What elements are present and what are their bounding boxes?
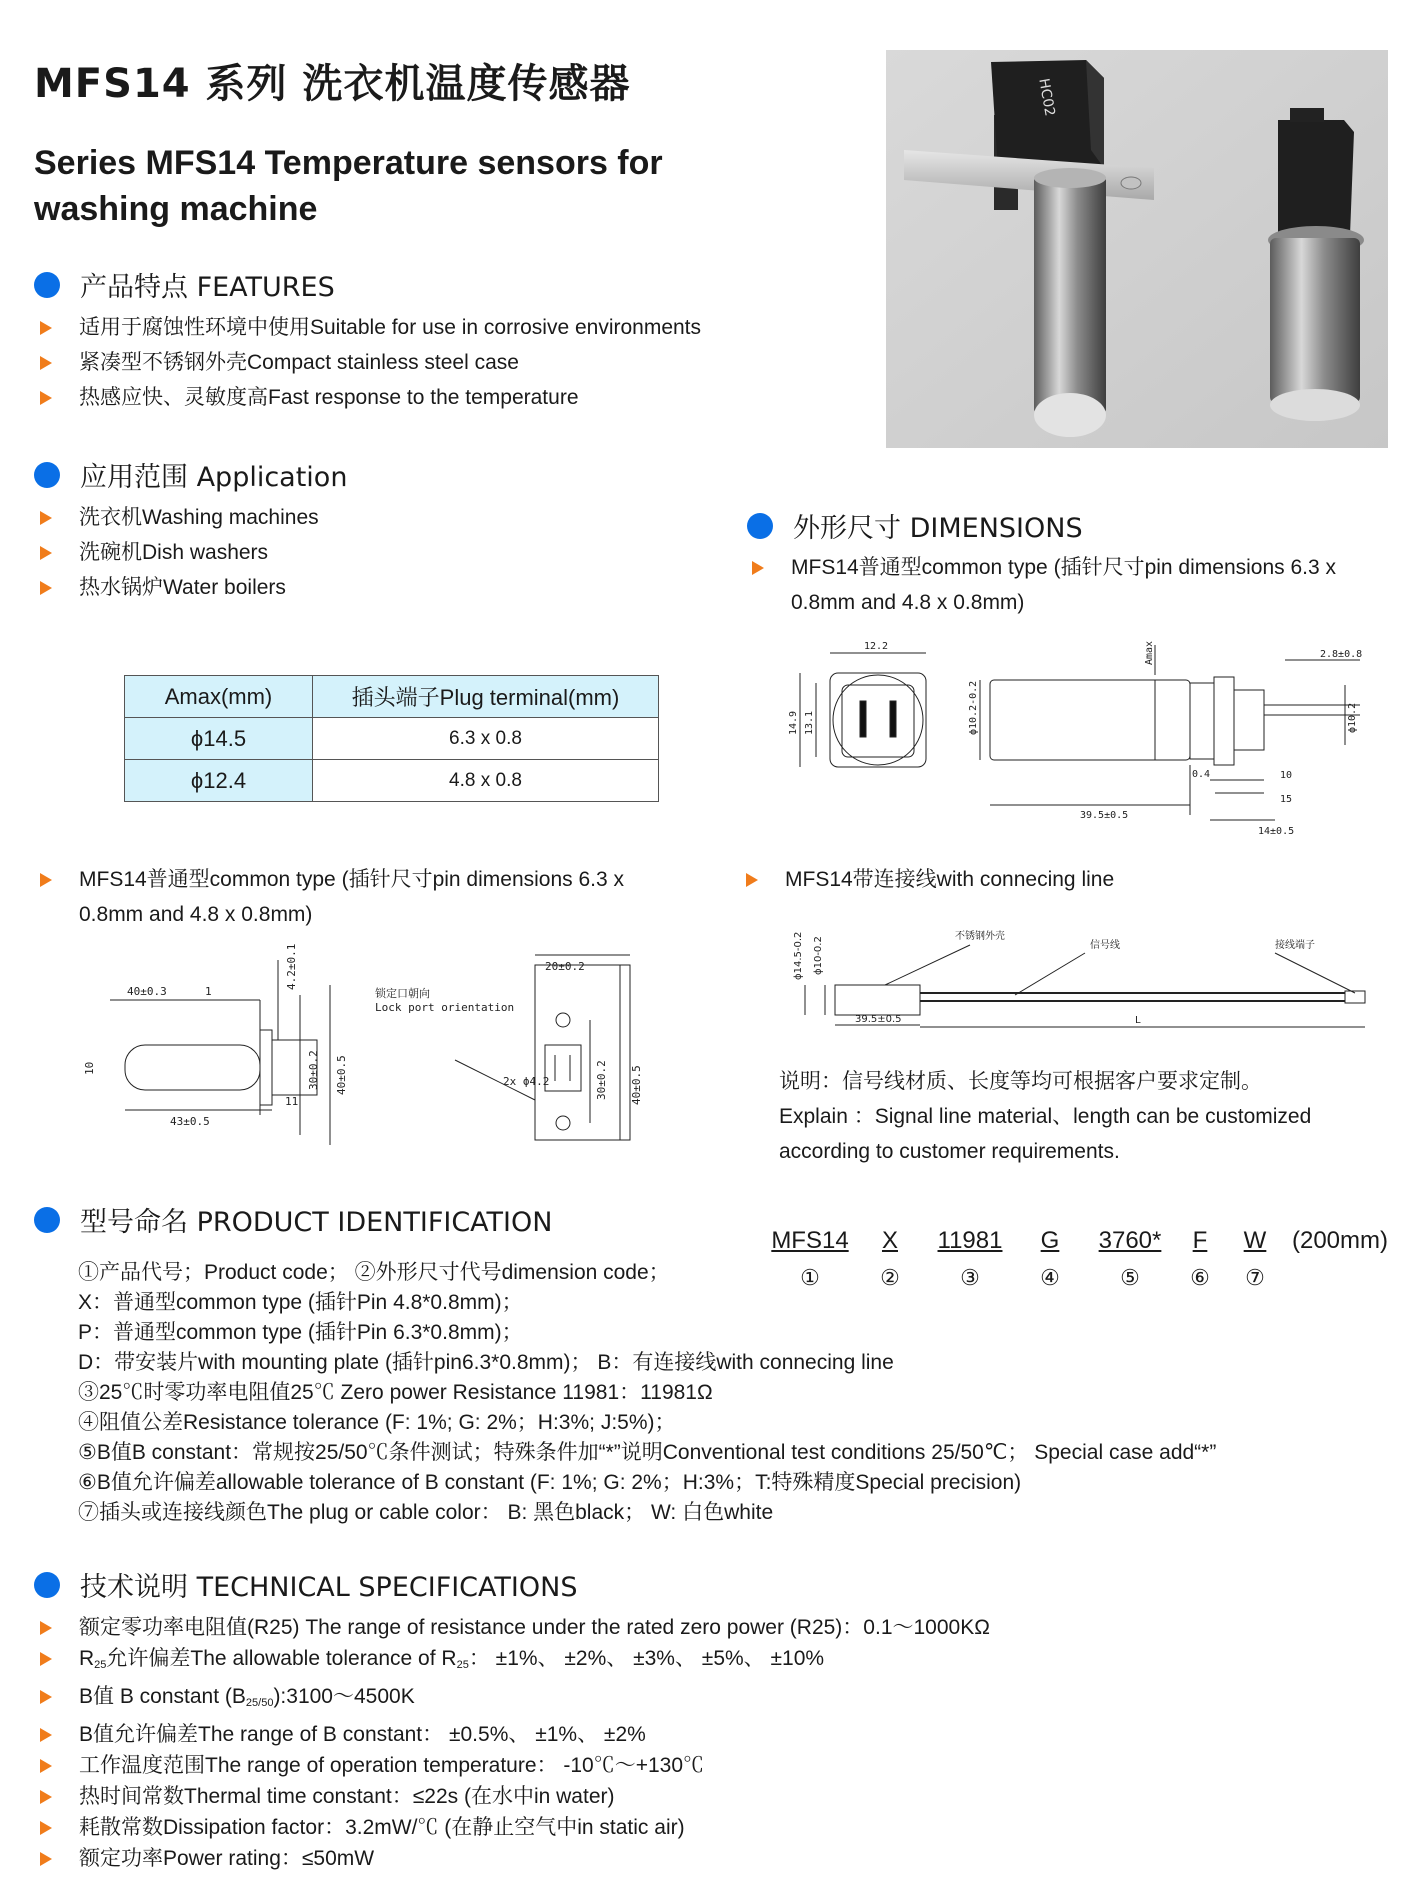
dim-label: 30±0.2 [307,1050,320,1090]
table-cell: ϕ14.5 [125,718,313,760]
list-item: ⑦插头或连接线颜色The plug or cable color： B: 黑色black； W: 白色white [78,1501,774,1524]
list-item: 紧凑型不锈钢外壳Compact stainless steel case [40,345,701,380]
dim-label: 40±0.3 [127,985,167,998]
table-header-row [125,676,659,718]
code-part: W [1243,1227,1267,1254]
triangle-bullet-icon [40,1621,52,1635]
triangle-bullet-icon [40,1728,52,1742]
svg-text:HC02: HC02 [1035,77,1058,118]
dim-label: 15 [1280,794,1293,805]
cable-drawing [785,915,1385,1039]
dim-label: Lock port orientation [375,1001,515,1014]
dim-label: ϕ10.2-0.2 [968,680,979,735]
list-item: 热感应快、灵敏度高Fast response to the temperature [40,380,701,415]
list-item: B值 B constant $(B_{25/50}):3100\sim 4500K$ [40,1681,990,1719]
dim-label: 1 [205,985,212,998]
dim-label: 43±0.5 [170,1115,210,1128]
section-bullet-icon [34,1572,60,1598]
table-header-cell: 插头端子Plug terminal(mm) [313,676,659,718]
cable-label: 39.5±0.5 [855,1014,902,1025]
technical-heading [34,1565,577,1604]
cable-heading: MFS14带连接线with connecing line [746,862,1114,897]
cable-label: L [1135,1015,1141,1026]
code-part: F [1192,1227,1208,1254]
list-item: 热水锅炉Water boilers [40,570,319,605]
table-cell: ϕ12.4 [125,760,313,802]
table-row [125,718,659,760]
dim-label: 锁定口朝向 [375,987,430,1000]
dim-label: 40±0.5 [335,1055,348,1095]
triangle-bullet-icon [40,1759,52,1773]
mounting-note: MFS14普通型common type (插针尺寸pin dimensions 6.3 x 0.8mm and 4.8 x 0.8mm) [40,862,624,932]
triangle-bullet-icon [40,1652,52,1666]
table-cell: 6.3 x 0.8 [313,718,659,760]
technical-heading-label: 技术说明 TECHNICAL SPECIFICATIONS [80,1572,578,1603]
code-number: ③ [960,1265,980,1290]
triangle-bullet-icon [40,356,52,370]
list-item: 额定功率Power rating：≤50mW [40,1843,990,1874]
application-heading-label: 应用范围 Application [80,462,348,493]
cable-label: 信号线 [1090,940,1120,951]
technical-list [40,1612,990,1874]
page-title: MFS14 系列 洗衣机温度传感器 [34,61,631,107]
triangle-bullet-icon [40,1790,52,1804]
code-suffix: (200mm) [1291,1227,1388,1254]
identification-list [78,1258,1216,1528]
code-number: ② [880,1265,900,1290]
dim-label: 12.2 [864,641,889,652]
triangle-bullet-icon [40,581,52,595]
dim-label: 20±0.2 [545,960,585,973]
triangle-bullet-icon [752,561,764,575]
list-item: P：普通型common type (插针Pin 6.3*0.8mm)； [78,1321,523,1344]
terminal-table [124,675,659,802]
dim-label: 10 [1280,770,1293,781]
page-subtitle [34,140,663,232]
mounting-drawing [85,945,675,1149]
features-heading-label: 产品特点 FEATURES [80,272,335,303]
dim-label: Amax [1144,640,1155,665]
subtitle-line-1: Series MFS14 Temperature sensors for [34,144,663,182]
cable-label: 不锈钢外壳 [955,931,1005,942]
code-number: ④ [1040,1265,1060,1290]
cable-label: ϕ10-0.2 [813,936,824,975]
triangle-bullet-icon [40,321,52,335]
list-item: ①产品代号；Product code； ②外形尺寸代号dimension code； [78,1261,670,1284]
list-item: 洗碗机Dish washers [40,535,319,570]
dim-label: 14±0.5 [1258,826,1295,837]
list-item: 适用于腐蚀性环境中使用Suitable for use in corrosive environments [40,310,701,345]
triangle-bullet-icon [746,873,758,887]
triangle-bullet-icon [40,1821,52,1835]
cable-label: ϕ14.5-0.2 [793,931,804,980]
list-item: ③25℃时零功率电阻值25℃ Zero power Resistance 11981：11981Ω [78,1381,713,1404]
list-item: 工作温度范围The range of operation temperature： -10℃～+130℃ [40,1750,990,1781]
section-bullet-icon [34,272,60,298]
dim-label: 2x ϕ4.2 [503,1075,550,1088]
section-bullet-icon [34,462,60,488]
dimensions-note: MFS14普通型common type (插针尺寸pin dimensions 6.3 x 0.8mm and 4.8 x 0.8mm) [752,550,1336,620]
code-part: G [1040,1227,1060,1254]
application-heading [34,455,347,494]
dim-label: 2.8±0.8 [1320,649,1363,660]
table-header-cell: Amax(mm) [125,676,313,718]
triangle-bullet-icon [40,873,52,887]
dim-label: ϕ10.2 [1347,702,1358,733]
triangle-bullet-icon [40,1852,52,1866]
dim-label: 30±0.2 [595,1060,608,1100]
subtitle-line-2: washing machine [34,190,318,228]
features-heading [34,265,335,304]
dim-label: 0.4 [1192,769,1211,780]
code-number: ⑤ [1120,1265,1140,1290]
dim-label: 13.1 [804,710,815,735]
section-bullet-icon [747,513,773,539]
dim-label: 10 [83,1061,96,1075]
table-row [125,760,659,802]
dim-label: 39.5±0.5 [1080,810,1129,821]
identification-heading [34,1200,552,1239]
triangle-bullet-icon [40,546,52,560]
section-bullet-icon [34,1207,60,1233]
dimensions-heading-label: 外形尺寸 DIMENSIONS [793,513,1083,544]
list-item: B值允许偏差The range of B constant： ±0.5%、 ±1%、 ±2% [40,1719,990,1750]
dim-label: 14.9 [788,710,799,735]
code-part: 3760* [1098,1227,1162,1254]
dim-label: 40±0.5 [630,1065,643,1105]
list-item: ④阻值公差Resistance tolerance (F: 1%; G: 2%；H:3%; J:5%)； [78,1411,676,1434]
list-item: X：普通型common type (插针Pin 4.8*0.8mm)； [78,1291,523,1314]
triangle-bullet-icon [40,391,52,405]
code-part: X [881,1227,898,1254]
table-cell: 4.8 x 0.8 [313,760,659,802]
code-part: MFS14 [771,1227,849,1254]
list-item: 耗散常数Dissipation factor：3.2mW/℃ (在静止空气中in static air) [40,1812,990,1843]
triangle-bullet-icon [40,1690,52,1704]
identification-heading-label: 型号命名 PRODUCT IDENTIFICATION [80,1207,553,1238]
list-item: $R_{25}$允许偏差The allowable tolerance of $R_{25}$： ±1%、 ±2%、 ±3%、 ±5%、 ±10% [40,1643,990,1681]
cable-note: 说明：信号线材质、长度等均可根据客户要求定制。 Explain ：Signal line material、length can be customized according to customer requirements. [779,1070,1312,1163]
product-photo [886,50,1388,448]
list-item: 洗衣机Washing machines [40,500,319,535]
list-item: ⑤B值B constant：常规按25/50℃条件测试；特殊条件加“*”说明Conventional test conditions 25/50℃； Special case add“*” [78,1441,1217,1464]
dimensions-heading [747,506,1083,545]
cable-label: 接线端子 [1275,940,1315,951]
triangle-bullet-icon [40,511,52,525]
features-list [40,310,701,415]
list-item: D：带安装片with mounting plate (插针pin6.3*0.8mm)； B：有连接线with connecing line [78,1351,894,1374]
dimension-drawing-front [780,635,1380,854]
list-item: ⑥B值允许偏差allowable tolerance of B constant (F: 1%; G: 2%；H:3%；T:特殊精度Special precision) [78,1471,1022,1494]
list-item: 额定零功率电阻值(R25) The range of resistance under the rated zero power (R25)：0.1～1000KΩ [40,1612,990,1643]
code-number: ⑥ [1190,1265,1210,1290]
dim-label: 4.2±0.1 [285,943,298,990]
code-number: ⑦ [1245,1265,1265,1290]
application-list [40,500,319,605]
list-item: 热时间常数Thermal time constant：≤22s (在水中in water) [40,1781,990,1812]
dim-label: 11 [285,1095,299,1108]
code-number: ① [800,1265,820,1290]
code-part: 11981 [937,1227,1003,1254]
